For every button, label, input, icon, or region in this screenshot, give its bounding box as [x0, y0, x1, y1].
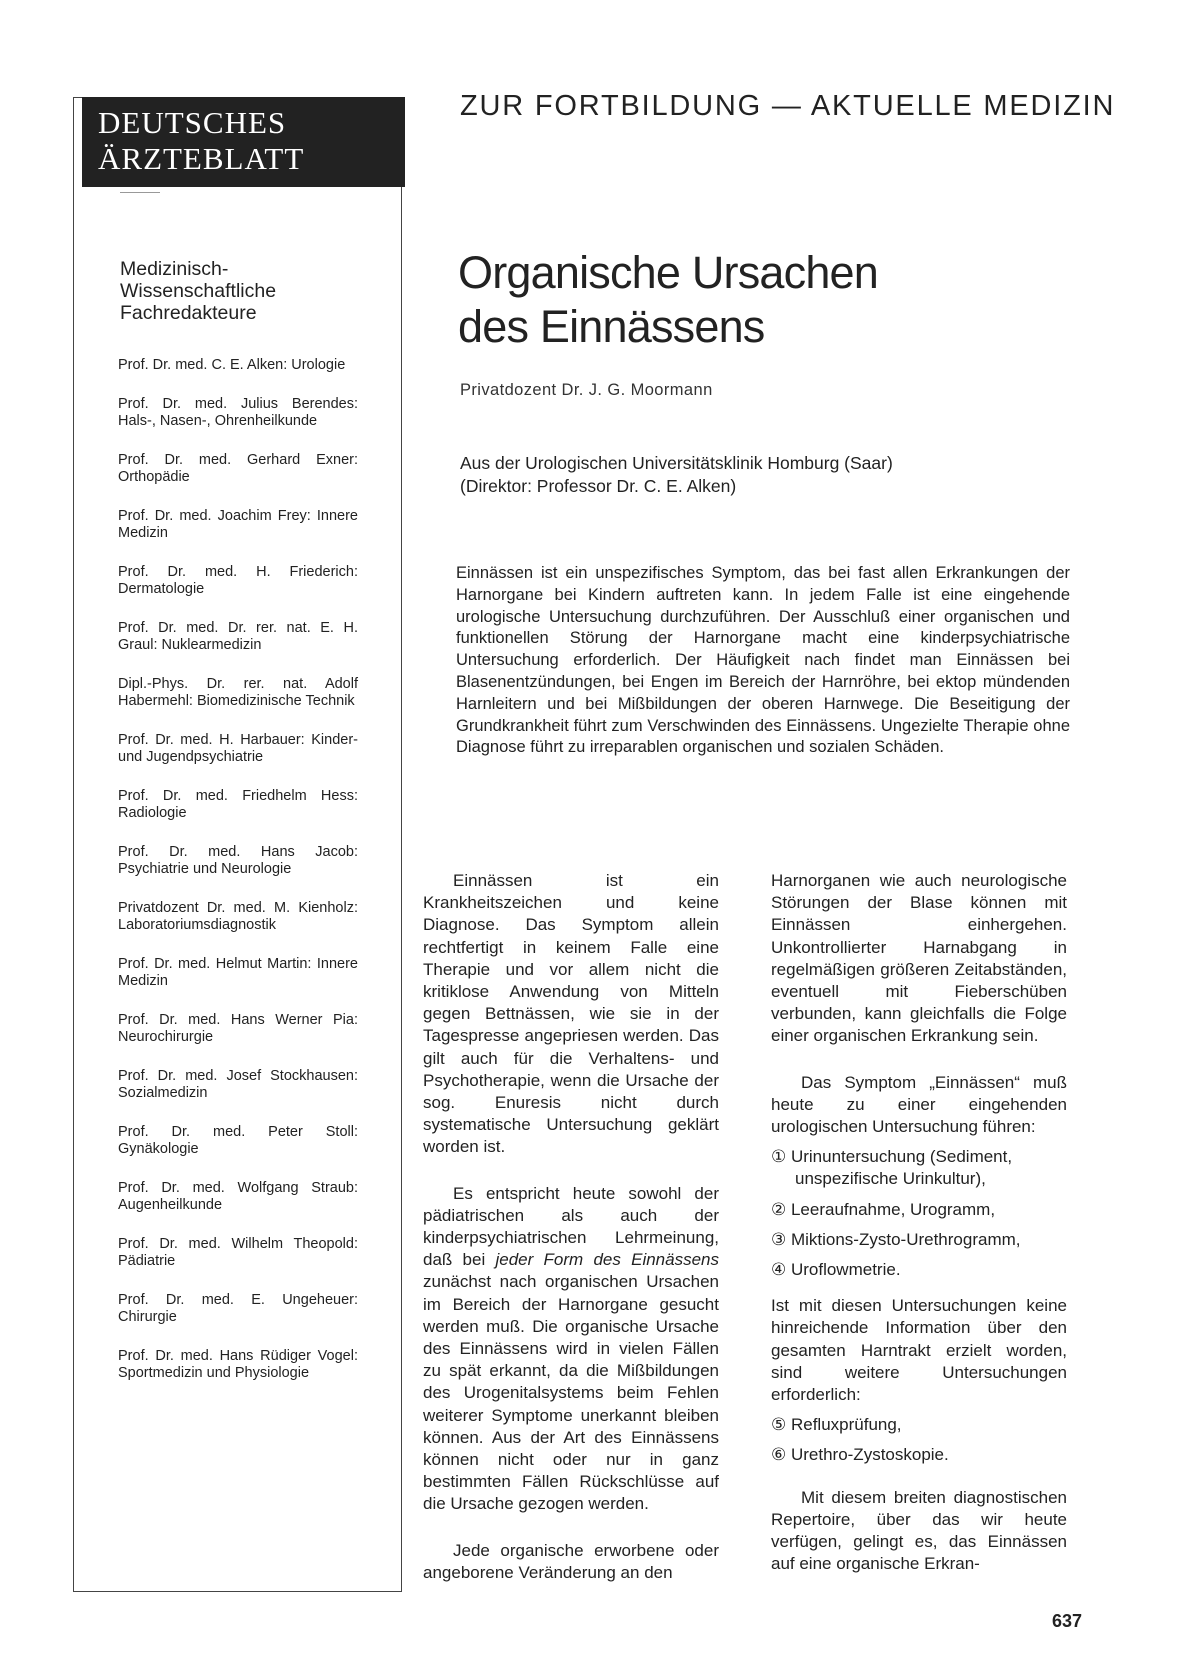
exam-list-item: ② Leeraufnahme, Urogramm, — [771, 1199, 996, 1219]
body-paragraph: Das Symptom „Einnässen“ muß heute zu einer eingehenden urologischen Untersuchung führen: — [771, 1072, 1067, 1137]
page-number: 637 — [1052, 1611, 1083, 1631]
affiliation-line-2: (Direktor: Professor Dr. C. E. Alken) — [460, 476, 737, 496]
editor-entry: Prof. Dr. med. Helmut Martin: Innere Medizin — [118, 955, 358, 989]
article-title-line-2: des Einnässens — [458, 301, 765, 352]
editor-entry: Prof. Dr. med. Wilhelm Theopold: Pädiatrie — [118, 1235, 358, 1269]
article-author: Privatdozent Dr. J. G. Moormann — [460, 381, 713, 399]
editor-entry: Prof. Dr. med. C. E. Alken: Urologie — [118, 357, 346, 373]
exam-list-item: ④ Uroflowmetrie. — [771, 1260, 901, 1280]
editor-entry: Prof. Dr. med. Gerhard Exner: Orthopädie — [118, 451, 358, 485]
section-header: ZUR FORTBILDUNG — AKTUELLE MEDIZIN — [460, 90, 1116, 122]
emphasis-text: jeder Form des Einnässens — [495, 1250, 719, 1270]
exam-list-item: ③ Miktions-Zysto-Urethrogramm, — [771, 1229, 1021, 1249]
article-abstract: Einnässen ist ein unspezifisches Symptom, das bei fast allen Erkrankungen der Harnorgane bei Kindern auftreten kann. In jedem Falle ist eine eingehende urologische Untersuchung durchzuführen. Der Ausschluß einer organischen und funktionellen Störung der Harnorgane macht eine kinderpsychiatrische Untersuchung erforderlich. Der Häufigkeit nach findet man Einnässen bei Blasenentzündungen, bei Engen im Bereich der Harnröhre, bei ektop mündenden Harnleitern und bei Mißbildungen der oberen Harnwege. Die Beseitigung der Grundkrankheit führt zum Verschwinden des Einnässens. Ungezielte Therapie ohne Diagnose führt zu irreparablen organischen und sozialen Schäden. — [456, 564, 1070, 757]
editor-entry: Prof. Dr. med. Joachim Frey: Innere Medizin — [118, 507, 358, 541]
body-column-2 — [771, 870, 1067, 1599]
affiliation-line-1: Aus der Urologischen Universitätsklinik Homburg (Saar) — [460, 453, 893, 473]
exam-list-item: ⑥ Urethro-Zystoskopie. — [771, 1445, 949, 1465]
masthead-line-2: ÄRZTEBLATT — [98, 141, 305, 176]
masthead-logo — [82, 97, 405, 187]
article-title-line-1: Organische Ursachen — [458, 247, 879, 298]
editor-entry: Prof. Dr. med. Hans Werner Pia: Neurochirurgie — [118, 1011, 358, 1045]
sidebar-heading: Medizinisch-Wissenschaftliche Fachredakteure — [120, 258, 277, 324]
editor-entry: Prof. Dr. med. Dr. rer. nat. E. H. Graul: Nuklearmedizin — [118, 619, 358, 653]
editor-entry: Prof. Dr. med. Wolfgang Straub: Augenheilkunde — [118, 1179, 358, 1213]
editor-entry: Prof. Dr. med. H. Friederich: Dermatologie — [118, 563, 358, 597]
body-column-1 — [423, 870, 719, 1608]
body-paragraph: Mit diesem breiten diagnostischen Repertoire, über das wir heute verfügen, gelingt es, das Einnässen auf eine organische Erkran- — [771, 1487, 1067, 1574]
masthead-divider — [120, 192, 160, 193]
editor-entry: Prof. Dr. med. Josef Stockhausen: Sozialmedizin — [118, 1067, 358, 1101]
editor-entry: Prof. Dr. med. Peter Stoll: Gynäkologie — [118, 1123, 358, 1157]
editor-list — [118, 357, 358, 1404]
body-paragraph: Einnässen ist ein Krankheitszeichen und keine Diagnose. Das Symptom allein rechtfertigt in keinem Falle eine Therapie und vor allem nicht die kritiklose Anwendung von Mitteln gegen Bettnässen, wie sie in der Tagespresse angepriesen werden. Das gilt auch für die Verhaltens- und Psychotherapie, wenn die Ursache der sog. Enuresis nicht durch systematische Untersuchung geklärt worden ist. — [423, 871, 719, 1157]
body-paragraph: Jede organische erworbene oder angeborene Veränderung an den — [423, 1540, 719, 1582]
article-title — [458, 246, 1058, 354]
editor-entry: Privatdozent Dr. med. M. Kienholz: Laboratoriumsdiagnostik — [118, 899, 358, 933]
body-paragraph — [423, 1183, 719, 1516]
editor-entry: Prof. Dr. med. Friedhelm Hess: Radiologie — [118, 787, 358, 821]
paragraph-text: Es entspricht heute sowohl der pädiatrischen als auch der kinderpsychiatrischen Lehrmeinung, daß bei — [423, 1183, 719, 1270]
editor-entry: Prof. Dr. med. Hans Jacob: Psychiatrie und Neurologie — [118, 843, 358, 877]
exam-list-item: ⑤ Refluxprüfung, — [771, 1415, 902, 1435]
paragraph-text: zunächst nach organischen Ursachen im Bereich der Harnorgane gesucht werden muß. Die organische Ursache des Einnässens wird in vielen Fällen zu spät erkannt, da die Mißbildungen des Urogenitalsystems beim Fehlen weiterer Symptome unerkannt bleiben können. Aus der Art des Einnässens können nicht oder nur in ganz bestimmten Fällen Rückschlüsse auf die Ursache gezogen werden. — [423, 1272, 719, 1514]
editor-entry: Prof. Dr. med. H. Harbauer: Kinder- und Jugendpsychiatrie — [118, 731, 358, 765]
masthead-line-1: DEUTSCHES — [98, 105, 287, 140]
exam-list-item: ① Urinuntersuchung (Sediment, unspezifische Urinkultur), — [771, 1147, 1013, 1189]
editor-entry: Dipl.-Phys. Dr. rer. nat. Adolf Habermehl: Biomedizinische Technik — [118, 675, 358, 709]
editor-entry: Prof. Dr. med. Julius Berendes: Hals-, Nasen-, Ohrenheilkunde — [118, 395, 358, 429]
article-affiliation — [460, 452, 1060, 498]
editor-entry: Prof. Dr. med. Hans Rüdiger Vogel: Sportmedizin und Physiologie — [118, 1347, 358, 1381]
body-paragraph: Harnorganen wie auch neurologische Störungen der Blase können mit Einnässen einhergehen. Unkontrollierter Harnabgang in regelmäßigen größeren Zeitabständen, eventuell mit Fieberschüben verbunden, kann gleichfalls die Folge einer organischen Erkrankung sein. — [771, 871, 1067, 1046]
editor-entry: Prof. Dr. med. E. Ungeheuer: Chirurgie — [118, 1291, 358, 1325]
body-paragraph: Ist mit diesen Untersuchungen keine hinreichende Information über den gesamten Harntrakt erzielt worden, sind weitere Untersuchungen erforderlich: — [771, 1296, 1067, 1405]
